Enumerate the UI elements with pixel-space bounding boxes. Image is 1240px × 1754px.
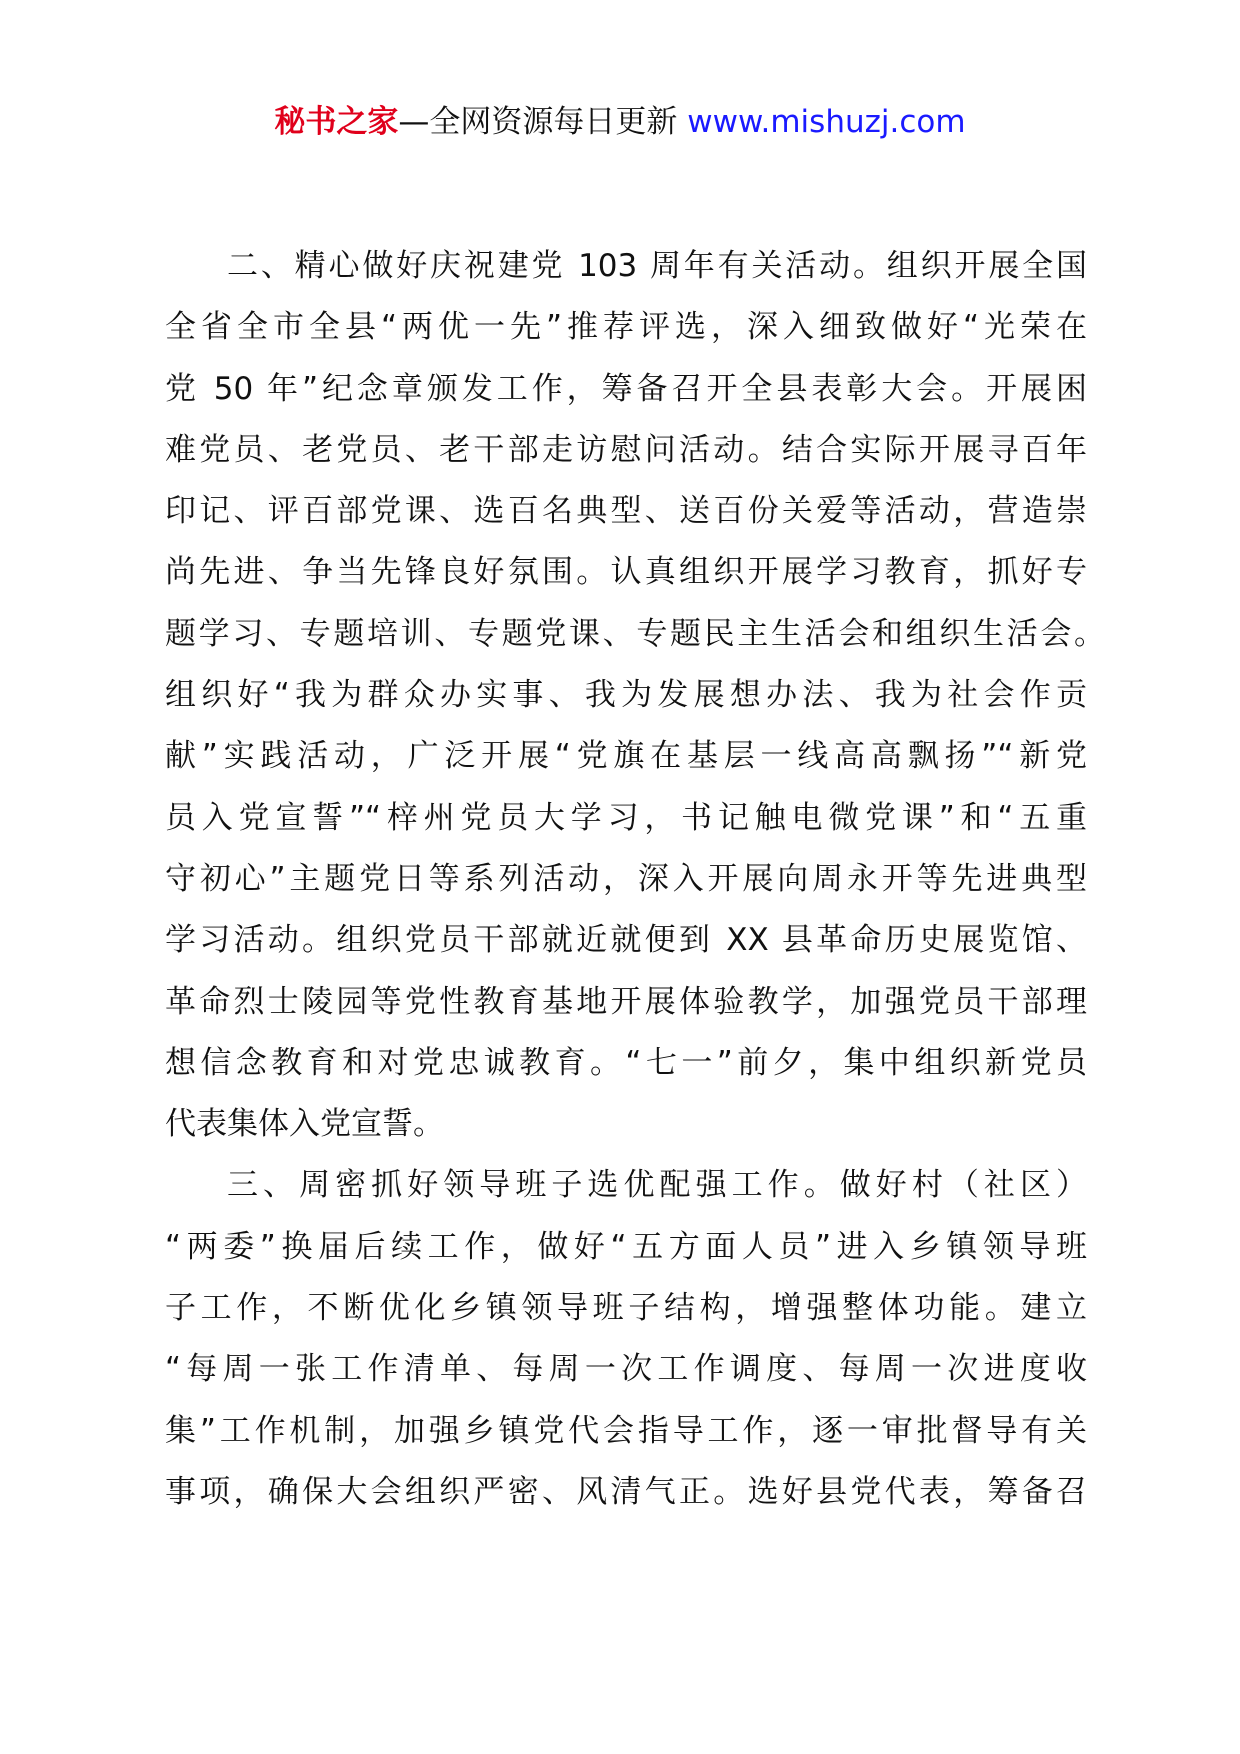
site-slogan: —全网资源每日更新: [398, 104, 688, 140]
text-line: 难党员、老党员、老干部走访慰问活动。结合实际开展寻百年: [165, 431, 1087, 468]
document-body: [165, 236, 1105, 1523]
text-line: “每周一张工作清单、每周一次工作调度、每周一次进度收: [165, 1351, 1087, 1388]
text-line: 三、周密抓好领导班子选优配强工作。做好村（社区）: [227, 1167, 1087, 1204]
text-line: 党 50 年”纪念章颁发工作，筹备召开全县表彰大会。开展困: [165, 370, 1087, 407]
text-line: 事项，确保大会组织严密、风清气正。选好县党代表，筹备召: [165, 1473, 1087, 1510]
site-header: [0, 100, 1240, 144]
text-line: 二、精心做好庆祝建党 103 周年有关活动。组织开展全国: [227, 248, 1087, 284]
text-line: 全省全市全县“两优一先”推荐评选，深入细致做好“光荣在: [165, 309, 1087, 346]
text-line: “两委”换届后续工作，做好“五方面人员”进入乡镇领导班: [165, 1228, 1087, 1265]
text-line: 集”工作机制，加强乡镇党代会指导工作，逐一审批督导有关: [165, 1412, 1087, 1449]
text-line: 代表集体入党宣誓。: [165, 1106, 444, 1143]
text-line: 学习活动。组织党员干部就近就便到 XX 县革命历史展览馆、: [165, 922, 1087, 959]
text-line: 子工作，不断优化乡镇领导班子结构，增强整体功能。建立: [165, 1290, 1087, 1327]
site-brand: 秘书之家: [274, 104, 399, 140]
text-line: 印记、评百部党课、选百名典型、送百份关爱等活动，营造崇: [165, 493, 1087, 530]
text-line: 守初心”主题党日等系列活动，深入开展向周永开等先进典型: [165, 860, 1087, 897]
text-line: 题学习、专题培训、专题党课、专题民主生活会和组织生活会。: [165, 615, 1105, 652]
text-line: 想信念教育和对党忠诚教育。“七一”前夕，集中组织新党员: [165, 1044, 1087, 1081]
text-line: 献”实践活动，广泛开展“党旗在基层一线高高飘扬”“新党: [165, 738, 1087, 775]
text-line: 员入党宣誓”“梓州党员大学习，书记触电微党课”和“五重: [165, 799, 1087, 836]
text-line: 尚先进、争当先锋良好氛围。认真组织开展学习教育，抓好专: [165, 554, 1087, 591]
text-line: 组织好“我为群众办实事、我为发展想办法、我为社会作贡: [165, 677, 1087, 714]
site-url-link[interactable]: www.mishuzj.com: [687, 104, 966, 140]
text-line: 革命烈士陵园等党性教育基地开展体验教学，加强党员干部理: [165, 983, 1087, 1020]
